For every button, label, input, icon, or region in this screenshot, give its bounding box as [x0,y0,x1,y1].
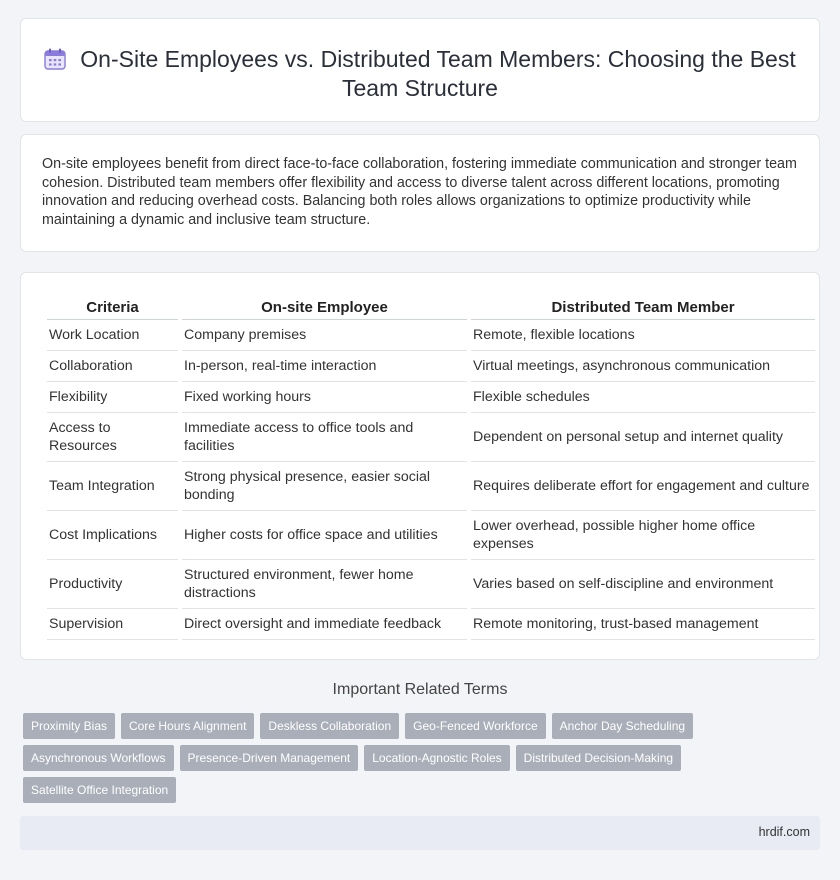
criteria-cell: Work Location [47,320,178,351]
related-term-tag[interactable]: Anchor Day Scheduling [552,713,693,739]
table-row [47,462,815,511]
comparison-card [20,272,820,660]
related-terms-title: Important Related Terms [332,681,508,698]
header-distributed: Distributed Team Member [471,295,815,320]
calendar-icon [44,48,66,70]
footer [20,816,820,850]
on-site-cell: In-person, real-time interaction [182,351,467,382]
page-title-block [21,45,819,103]
table-row [47,560,815,609]
criteria-cell: Team Integration [47,462,178,511]
table-row [47,609,815,640]
intro-card [20,134,820,252]
distributed-cell: Lower overhead, possible higher home office expenses [471,511,815,560]
table-header-row [47,295,815,320]
on-site-cell: Higher costs for office space and utilities [182,511,467,560]
related-term-tag[interactable]: Geo-Fenced Workforce [405,713,546,739]
on-site-cell: Company premises [182,320,467,351]
criteria-cell: Productivity [47,560,178,609]
header-on-site: On-site Employee [182,295,467,320]
on-site-cell: Immediate access to office tools and facilities [182,413,467,462]
title-card [20,18,820,122]
intro-paragraph: On-site employees benefit from direct face-to-face collaboration, fostering immediate communication and stronger team cohesion. Distributed team members offer flexibility and access to diverse talent across different locations, promoting innovation and reducing overhead costs. Balancing both roles allows organizations to optimize productivity while maintaining a dynamic and inclusive team structure. [42,156,797,228]
table-row [47,382,815,413]
related-term-tag[interactable]: Distributed Decision-Making [516,745,681,771]
table-row [47,413,815,462]
footer-site[interactable]: hrdif.com [758,825,810,839]
distributed-cell: Remote monitoring, trust-based management [471,609,815,640]
page-title: On-Site Employees vs. Distributed Team Members: Choosing the Best Team Structure [80,46,796,101]
distributed-cell: Virtual meetings, asynchronous communication [471,351,815,382]
header-criteria: Criteria [47,295,178,320]
distributed-cell: Requires deliberate effort for engagement and culture [471,462,815,511]
distributed-cell: Dependent on personal setup and internet quality [471,413,815,462]
related-term-tag[interactable]: Satellite Office Integration [23,777,176,803]
distributed-cell: Remote, flexible locations [471,320,815,351]
related-term-tag[interactable]: Proximity Bias [23,713,115,739]
related-term-tag[interactable]: Location-Agnostic Roles [364,745,509,771]
criteria-cell: Supervision [47,609,178,640]
comparison-table [43,295,819,640]
related-term-tag[interactable]: Core Hours Alignment [121,713,254,739]
on-site-cell: Structured environment, fewer home distractions [182,560,467,609]
criteria-cell: Collaboration [47,351,178,382]
criteria-cell: Flexibility [47,382,178,413]
related-terms-list [23,713,703,803]
related-term-tag[interactable]: Presence-Driven Management [180,745,359,771]
table-row [47,320,815,351]
related-term-tag[interactable]: Asynchronous Workflows [23,745,174,771]
related-term-tag[interactable]: Deskless Collaboration [260,713,399,739]
on-site-cell: Direct oversight and immediate feedback [182,609,467,640]
criteria-cell: Cost Implications [47,511,178,560]
table-row [47,351,815,382]
on-site-cell: Strong physical presence, easier social bonding [182,462,467,511]
distributed-cell: Flexible schedules [471,382,815,413]
on-site-cell: Fixed working hours [182,382,467,413]
criteria-cell: Access to Resources [47,413,178,462]
distributed-cell: Varies based on self-discipline and environment [471,560,815,609]
table-row [47,511,815,560]
